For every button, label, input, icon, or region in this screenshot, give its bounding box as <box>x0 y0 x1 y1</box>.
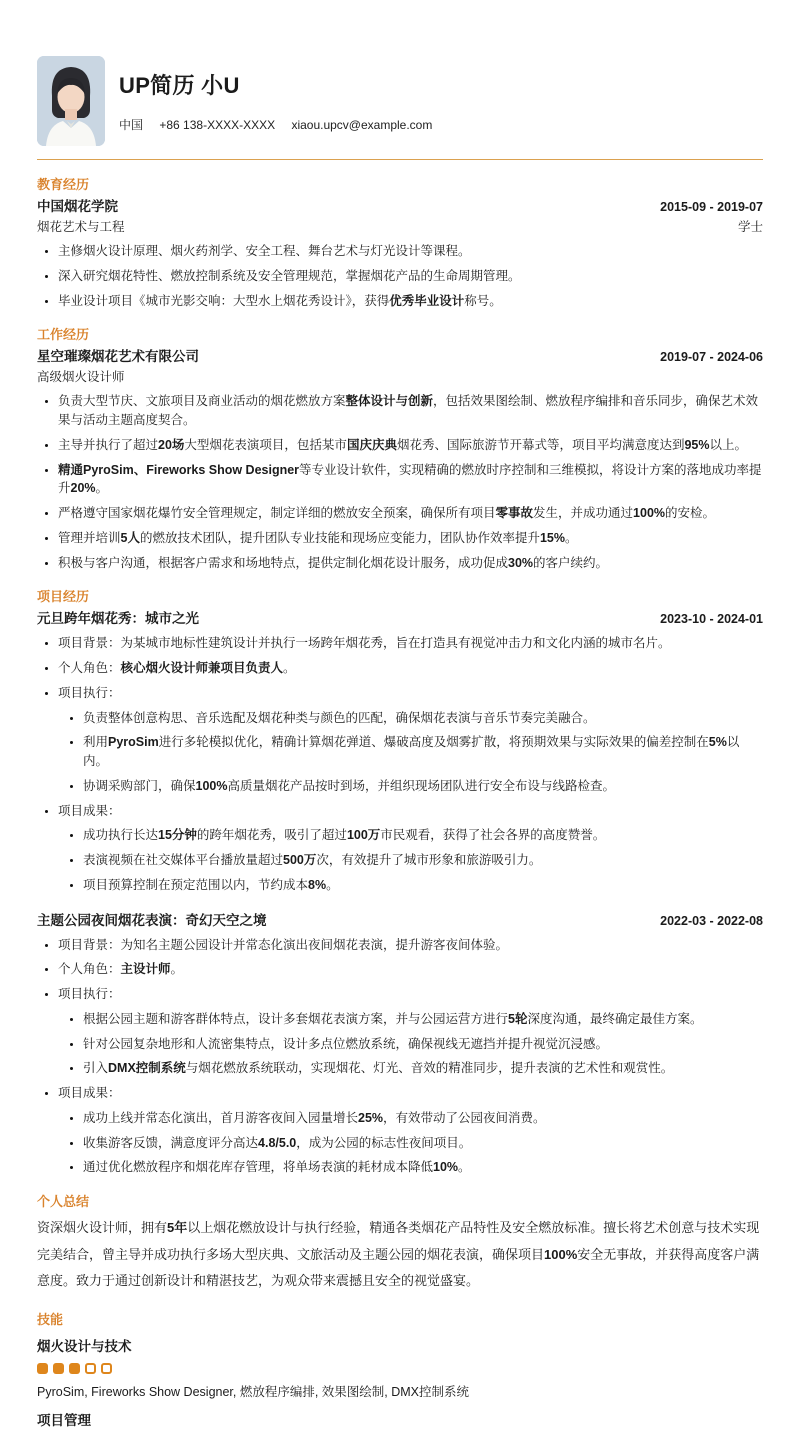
bullet-item: • 积极与客户沟通，根据客户需求和场地特点，提供定制化烟花设计服务，成功促成30%的客户续约。 <box>58 554 763 573</box>
bullet-item: • 成功上线并常态化演出，首月游客夜间入园量增长25%，有效带动了公园夜间消费。 <box>83 1109 763 1128</box>
entry-subtitle: 高级烟火设计师 <box>37 370 125 385</box>
entry <box>37 195 763 310</box>
bullet-item: • 收集游客反馈，满意度评分高达4.8/5.0，成为公园的标志性夜间项目。 <box>83 1134 763 1153</box>
bullet-item: • 项目成果： • 成功上线并常态化演出，首月游客夜间入园量增长25%，有效带动了公园夜间消费。 • 收集游客反馈，满意度评分高达4.8/5.0，成为公园的标志性夜间项目。 • 通过优化燃放程序和烟花库存管理，将单场表演的耗材成本降低10%。 <box>58 1084 763 1177</box>
bullet-item: • 项目背景：为某城市地标性建筑设计并执行一场跨年烟花秀，旨在打造具有视觉冲击力和文化内涵的城市名片。 <box>58 634 763 653</box>
rating-dot-filled <box>53 1363 64 1374</box>
bullet-item: • 引入DMX控制系统与烟花燃放系统联动，实现烟花、灯光、音效的精准同步，提升表演的艺术性和观赏性。 <box>83 1059 763 1078</box>
entry-title-row <box>37 607 763 627</box>
bullet-item: • 深入研究烟花特性、燃放控制系统及安全管理规范，掌握烟花产品的生命周期管理。 <box>58 267 763 286</box>
entry-title: 主题公园夜间烟花表演：奇幻天空之境 <box>37 912 267 928</box>
entry-title: 元旦跨年烟花秀：城市之光 <box>37 611 199 627</box>
section-heading: 项目经历 <box>37 589 90 605</box>
summary-paragraph: 资深烟火设计师，拥有5年以上烟花燃放设计与执行经验，精通各类烟花产品特性及安全燃放标准。擅长将艺术创意与技术实现完美结合，曾主导并成功执行多场大型庆典、文旅活动及主题公园的烟花表演，确保项目100%安全无事故，并获得高度客户满意度。致力于通过创新设计和精湛技艺，为观众带来震撼且安全的视觉盛宴。 <box>37 1220 760 1289</box>
bullet-item: • 项目执行： • 根据公园主题和游客群体特点，设计多套烟花表演方案，并与公园运营方进行5轮深度沟通，最终确定最佳方案。 • 针对公园复杂地形和人流密集特点，设计多点位燃放系统，确保视线无遮挡并提升视觉沉浸感。 • 引入DMX控制系统与烟花燃放系统联动，实现烟花、灯光、音效的精准同步，提升表演的艺术性和观赏性。 <box>58 985 763 1078</box>
entry-subtitle-row <box>37 367 763 385</box>
contact-phone: +86 138-XXXX-XXXX <box>159 118 276 132</box>
bullet-item: • 成功执行长达15分钟的跨年烟花秀，吸引了超过100万市民观看，获得了社会各界的高度赞誉。 <box>83 826 763 845</box>
bullet-item: • 个人角色：核心烟火设计师兼项目负责人。 <box>58 659 763 678</box>
entry-title: 星空璀璨烟花艺术有限公司 <box>37 349 199 365</box>
bullet-item: • 通过优化燃放程序和烟花库存管理，将单场表演的耗材成本降低10%。 <box>83 1158 763 1177</box>
entry-date: 2019-07 - 2024-06 <box>660 350 763 365</box>
skill-rating <box>37 1363 763 1374</box>
section-heading: 教育经历 <box>37 177 90 192</box>
entry <box>37 909 763 1178</box>
bullet-item: • 毕业设计项目《城市光影交响：大型水上烟花秀设计》，获得优秀毕业设计称号。 <box>58 292 763 311</box>
section-work <box>37 324 763 572</box>
bullet-item: • 负责整体创意构思、音乐选配及烟花种类与颜色的匹配，确保烟花表演与音乐节奏完美融合。 <box>83 709 763 728</box>
bullet-item: • 根据公园主题和游客群体特点，设计多套烟花表演方案，并与公园运营方进行5轮深度沟通，最终确定最佳方案。 <box>83 1010 763 1029</box>
bullet-item: • 个人角色：主设计师。 <box>58 960 763 979</box>
bullet-item: • 严格遵守国家烟花爆竹安全管理规定，制定详细的燃放安全预案，确保所有项目零事故发生，并成功通过100%的安检。 <box>58 504 763 523</box>
contact-email: xiaou.upcv@example.com <box>291 118 433 132</box>
bullet-list <box>58 1109 763 1177</box>
identity-block <box>119 56 445 133</box>
entry-title: 中国烟花学院 <box>37 199 118 214</box>
bullet-list <box>37 936 763 1178</box>
bullet-item: • 精通PyroSim、Fireworks Show Designer等专业设计软件，实现精确的燃放时序控制和三维模拟，将设计方案的落地成功率提升20%。 <box>58 461 763 499</box>
entry-title-row <box>37 345 763 365</box>
bullet-list <box>58 1010 763 1078</box>
bullet-list <box>58 709 763 796</box>
bullet-item: • 表演视频在社交媒体平台播放量超过500万次，有效提升了城市形象和旅游吸引力。 <box>83 851 763 870</box>
candidate-name: UP简历 小U <box>119 73 240 98</box>
section-summary <box>37 1191 763 1295</box>
bullet-item: • 主导并执行了超过20场大型烟花表演项目，包括某市国庆庆典烟花秀、国际旅游节开幕式等，项目平均满意度达到95%以上。 <box>58 436 763 455</box>
entry-date: 2015-09 - 2019-07 <box>660 200 763 214</box>
rating-dot-filled <box>37 1363 48 1374</box>
bullet-item: • 项目预算控制在预定范围以内，节约成本8%。 <box>83 876 763 895</box>
section-projects <box>37 586 763 1177</box>
bullet-item: • 项目成果： • 成功执行长达15分钟的跨年烟花秀，吸引了超过100万市民观看，获得了社会各界的高度赞誉。 • 表演视频在社交媒体平台播放量超过500万次，有效提升了城市形象和旅游吸引力。 • 项目预算控制在预定范围以内，节约成本8%。 <box>58 802 763 895</box>
skill-name: 项目管理 <box>37 1412 91 1428</box>
entry-title-row <box>37 909 763 929</box>
entry-date: 2022-03 - 2022-08 <box>660 913 763 928</box>
contact-location: 中国 <box>119 118 144 132</box>
skill-item <box>37 1335 763 1402</box>
bullet-item: • 管理并培训5人的燃放技术团队，提升团队专业技能和现场应变能力，团队协作效率提升15%。 <box>58 529 763 548</box>
bullet-list <box>37 242 763 310</box>
rating-dot-empty <box>85 1363 96 1374</box>
section-skills <box>37 1309 763 1429</box>
bullet-item: • 针对公园复杂地形和人流密集特点，设计多点位燃放系统，确保视线无遮挡并提升视觉沉浸感。 <box>83 1035 763 1054</box>
bullet-item: • 负责大型节庆、文旅项目及商业活动的烟花燃放方案整体设计与创新，包括效果图绘制、燃放程序编排和音乐同步，确保艺术效果与活动主题高度契合。 <box>58 392 763 430</box>
portrait-photo-icon <box>37 56 105 146</box>
skill-detail: PyroSim, Fireworks Show Designer, 燃放程序编排, 效果图绘制, DMX控制系统 <box>37 1384 470 1399</box>
entry-degree: 学士 <box>737 220 763 234</box>
bullet-list <box>37 634 763 894</box>
entry-title-row <box>37 195 763 215</box>
resume-header <box>37 56 763 146</box>
bullet-item: • 协调采购部门，确保100%高质量烟花产品按时到场，并组织现场团队进行安全布设与线路检查。 <box>83 777 763 796</box>
entry-subtitle: 烟花艺术与工程 <box>37 220 125 234</box>
section-heading: 技能 <box>37 1311 64 1327</box>
section-education <box>37 174 763 310</box>
bullet-list <box>58 826 763 894</box>
bullet-item: • 项目背景：为知名主题公园设计并常态化演出夜间烟花表演，提升游客夜间体验。 <box>58 936 763 955</box>
entry-subtitle-row <box>37 217 763 235</box>
bullet-item: • 主修烟火设计原理、烟火药剂学、安全工程、舞台艺术与灯光设计等课程。 <box>58 242 763 261</box>
rating-dot-filled <box>69 1363 80 1374</box>
section-heading: 个人总结 <box>37 1194 90 1209</box>
bullet-item: • 利用PyroSim进行多轮模拟优化，精确计算烟花弹道、爆破高度及烟雾扩散，将预期效果与实际效果的偏差控制在5%以内。 <box>83 733 763 771</box>
entry <box>37 607 763 894</box>
rating-dot-empty <box>101 1363 112 1374</box>
section-heading: 工作经历 <box>37 327 90 343</box>
contact-line <box>119 116 445 133</box>
bullet-item: • 项目执行： • 负责整体创意构思、音乐选配及烟花种类与颜色的匹配，确保烟花表演与音乐节奏完美融合。 • 利用PyroSim进行多轮模拟优化，精确计算烟花弹道、爆破高度及烟雾扩散，将预期效果与实际效果的偏差控制在5%以内。 • 协调采购部门，确保100%高质量烟花产品按时到场，并组织现场团队进行安全布设与线路检查。 <box>58 684 763 796</box>
header-divider <box>37 159 763 160</box>
skill-name: 烟火设计与技术 <box>37 1338 132 1354</box>
entry-date: 2023-10 - 2024-01 <box>660 612 763 627</box>
resume-sections <box>37 174 763 1429</box>
profile-photo <box>37 56 105 146</box>
bullet-list <box>37 392 763 572</box>
entry <box>37 345 763 572</box>
skill-item <box>37 1409 763 1429</box>
